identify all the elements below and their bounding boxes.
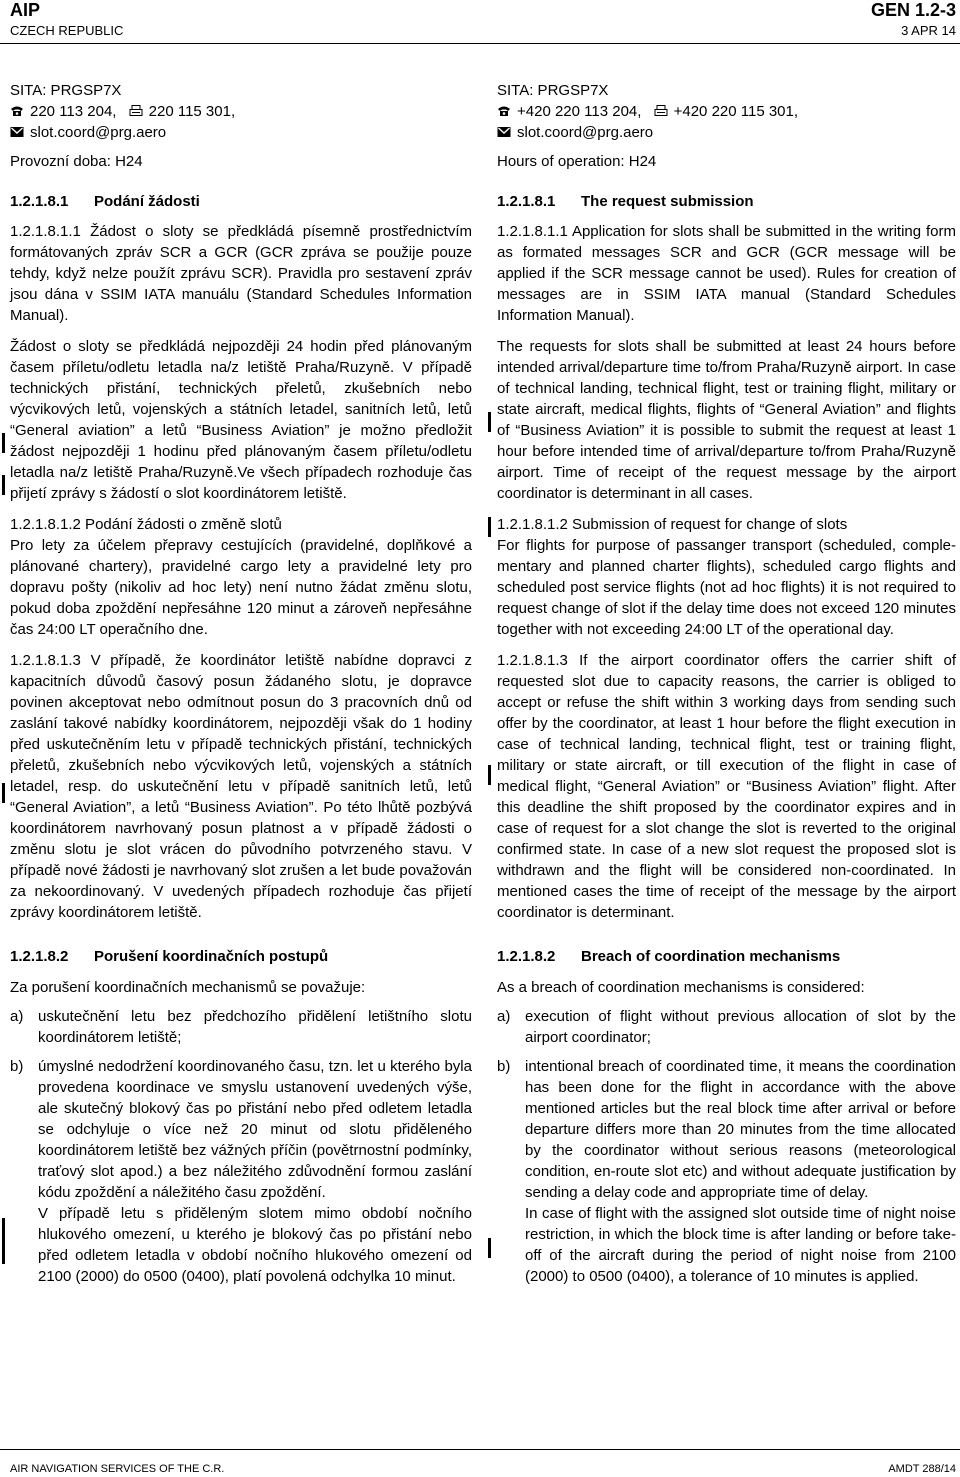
email-icon [497, 126, 511, 138]
contact-block [497, 80, 956, 172]
list-text: V případě letu s přiděleným slotem mimo období nočního hlukového omezení, u kterého je blokový čas po přistání nebo před odletem letadla v období nočního hlukového omezení od 2100 (2000) do 0500 (0400), platí povolená odchylka 10 minut. [38, 1205, 472, 1285]
paragraph-5: As a breach of coordination mechanisms is considered: [497, 979, 865, 996]
paragraph-5: Za porušení koordinačních mechanismů se považuje: [10, 979, 366, 996]
list-marker: b) [497, 1058, 511, 1075]
english-column [497, 80, 956, 1287]
sita-address: SITA: PRGSP7X [497, 82, 609, 99]
section-heading [10, 946, 472, 967]
phone-number: 220 113 204, [30, 103, 117, 120]
change-bar [488, 412, 491, 432]
section-title: Porušení koordinačních postupů [94, 948, 329, 965]
change-bar [2, 783, 5, 803]
phone-icon [497, 105, 511, 117]
list-item [10, 1203, 472, 1287]
list-item [10, 1006, 472, 1048]
paragraph-3: Pro lety za účelem přepravy cestujících (pravidelné, doplňkové a plánované chartery), pravidelné cargo lety a pravidelné lety pro dopravu pošty (nikoliv ad hoc lety) není nutno žádat změnu slotu, pokud doba zpoždění nepřesáhne 120 minut a zároveň nepřesáhne čas 24:00 LT operačního dne. [10, 537, 472, 638]
contact-block [10, 80, 472, 172]
list-text: uskutečnění letu bez předchozího přidělení letištního slotu koordinátorem letiště; [38, 1008, 472, 1046]
sita-address: SITA: PRGSP7X [10, 82, 122, 99]
hours-text: Provozní doba: H24 [10, 153, 143, 170]
phone-icon [10, 105, 24, 117]
section-number: 1.2.1.8.1 [497, 193, 556, 210]
page-number: GEN 1.2-3 [870, 0, 956, 20]
aip-title: AIP [10, 0, 41, 20]
country-label: CZECH REPUBLIC [10, 23, 124, 38]
paragraph-2: Žádost o sloty se předkládá nejpozději 24 hodin před plánovaným časem příletu/odletu letadla na/z letiště Praha/Ruzyně. V případě technických přistání, technických přeletů, zkušebních nebo výcvikových letů, vojenských a státních letadel, sanitních letů, letů “General aviation” a letů “Business Aviation” je možno předložit žádost nejpozději 1 hodinu před plánovaným časem příletu/odletu letadla na/z letiště Praha/Ruzyně.Ve všech případech rozhoduje čas přijetí zprávy s žádostí o slot koordinátorem letiště. [10, 338, 472, 502]
czech-column [10, 80, 472, 1287]
section-number: 1.2.1.8.1 [10, 193, 69, 210]
change-bar [2, 475, 5, 495]
subheading: 1.2.1.8.1.2 Podání žádosti o změně slotů [10, 516, 282, 533]
header-rule [0, 43, 960, 44]
footer-publisher: AIR NAVIGATION SERVICES OF THE C.R. [10, 1463, 225, 1475]
email-address: slot.coord@prg.aero [517, 124, 654, 141]
section-number: 1.2.1.8.2 [10, 948, 69, 965]
paragraph-2: The requests for slots shall be submitted at least 24 hours before intended arrival/departure time to/from Praha/Ruzyně airport. In case of technical landing, technical flight, test or training flight, military or state aircraft, medical flights, flights of “General Aviation” and flights of “Business Aviation” it is possible to submit the request at least 1 hour before intended time of arrival/departure to/from Praha/Ruzyně airport. Time of receipt of the request message by the airport coordinator is determinant in all cases. [497, 338, 956, 502]
email-icon [10, 126, 24, 138]
hours-text: Hours of operation: H24 [497, 153, 657, 170]
change-bar [488, 517, 491, 537]
footer-rule [0, 1449, 960, 1450]
fax-number: +420 220 115 301, [673, 103, 799, 120]
section-title: The request submission [581, 193, 754, 210]
section-heading [10, 191, 472, 212]
list-item [497, 1056, 956, 1203]
list-marker: a) [497, 1008, 511, 1025]
list-text: execution of flight without previous allocation of slot by the airport coordinator; [525, 1008, 956, 1046]
fax-icon [654, 105, 668, 117]
change-bar [488, 1238, 491, 1258]
section-title: Podání žádosti [94, 193, 200, 210]
list-text: úmyslné nedodržení koordinovaného času, tzn. let u kterého byla provedena koordinace ve smyslu ustanovení uvedených výše, ale skutečný blokový čas po přistání nebo před odletem letadla se odchyluje o více než 20 minut od slotu přiděleného koordinátorem letiště bez vážných příčin (povětrnostní podmínky, traťový slot apod.) a bez náležitého zdůvodnění formou zaslání kódu zpoždění a náležitého času zpoždění. [38, 1058, 472, 1201]
change-bar [488, 765, 491, 785]
phone-number: +420 220 113 204, [517, 103, 642, 120]
list-text: In case of flight with the assigned slot outside time of night noise restriction, in which the block time is after landing or before take-off of the aircraft during the period of night noise from 2100 (2000) to 0500 (0400), a tolerance of 10 minutes is applied. [525, 1205, 956, 1285]
paragraph-4: 1.2.1.8.1.3 V případě, že koordinátor letiště nabídne dopravci z kapacitních důvodů časový posun žádaného slotu, je dopravce povinen akceptovat nebo odmítnout posun do 3 pracovních dnů od zaslání takové nabídky koordinátorem, nejpozději však do 1 hodiny před uskutečněním letu v případě technických přistání, technických přeletů, zkušebních nebo výcvikových letů, vojenských a státních letadel, resp. do uskutečnění letu v případě sanitních letů, letů “General Aviation”, a letů “Business Aviation”. Po této lhůtě pozbývá koordinátorem navrhovaný posun platnost a v případě žádosti o změnu slotu je slot vrácen do původního potvrzeného stavu. V případě nové žádosti je navrhovaný slot zrušen a let bude považován za nekoordinovaný. V uvedených případech rozhoduje čas přijetí zprávy koordinátorem letiště. [10, 652, 472, 921]
change-bar [2, 433, 5, 453]
section-title: Breach of coordination mechanisms [581, 948, 841, 965]
email-address: slot.coord@prg.aero [30, 124, 167, 141]
paragraph-4: 1.2.1.8.1.3 If the airport coordinator offers the carrier shift of requested slot due to capacity reasons, the carrier is obliged to accept or refuse the shift within 3 working days from sending such offer by the coordinator, at least 1 hour before the flight execution in case of technical landing, technical flight, test or training flight, military or state aircraft, or till execution of the flight in case of medical flight, “General Aviation” or “Business Aviation” flight. After this deadline the shift proposed by the coordinator expires and in case of request for a slot change the slot is reverted to the original confirmed state. In case of a new slot request the proposed slot is withdrawn and the flight will be considered non-coordinated. In mentioned cases the time of receipt of the message by the airport coordinator is determinant. [497, 652, 956, 921]
list-marker: b) [10, 1058, 24, 1075]
list-item [497, 1006, 956, 1048]
list-item [497, 1203, 956, 1287]
section-heading [497, 946, 956, 967]
paragraph-3: For flights for purpose of passanger transport (scheduled, comple-mentary and planned charter flights), scheduled cargo flights and scheduled post service flights (not ad hoc flights) it is not required to request change of slot if the delay time does not exceed 120 minutes together with not exceeding 24:00 LT of the operational day. [497, 537, 956, 638]
footer-amendment: AMDT 288/14 [888, 1463, 956, 1475]
subheading: 1.2.1.8.1.2 Submission of request for change of slots [497, 516, 848, 533]
list-text: intentional breach of coordinated time, it means the coordination has been done for the flight in accordance with the above mentioned articles but the real block time after arrival or before departure differs more than 20 minutes from the time allocated by the coordinator without serious reasons (meteorological condition, en-route slot etc) and without adequate justification by sending a delay code and appropriate time of delay. [525, 1058, 956, 1201]
fax-number: 220 115 301, [148, 103, 236, 120]
section-heading [497, 191, 956, 212]
effective-date: 3 APR 14 [901, 23, 956, 38]
list-item [10, 1056, 472, 1203]
change-bar [2, 1218, 5, 1264]
paragraph-1: 1.2.1.8.1.1 Žádost o sloty se předkládá písemně prostřednictvím formátovaných zpráv SCR a GCR (GCR zpráva se použije pouze tehdy, když nelze použít zprávu SCR). Pravidla pro sestavení zpráv jsou dána v SSIM IATA manuálu (Standard Schedules Information Manual). [10, 223, 472, 324]
section-number: 1.2.1.8.2 [497, 948, 556, 965]
fax-icon [129, 105, 143, 117]
paragraph-1: 1.2.1.8.1.1 Application for slots shall be submitted in the writing form as formated messages SCR and GCR (GCR message will be applied if the SCR message cannot be used). Rules for creation of messages are in SSIM IATA manual (Standard Schedules Information Manual). [497, 223, 956, 324]
list-marker: a) [10, 1008, 24, 1025]
